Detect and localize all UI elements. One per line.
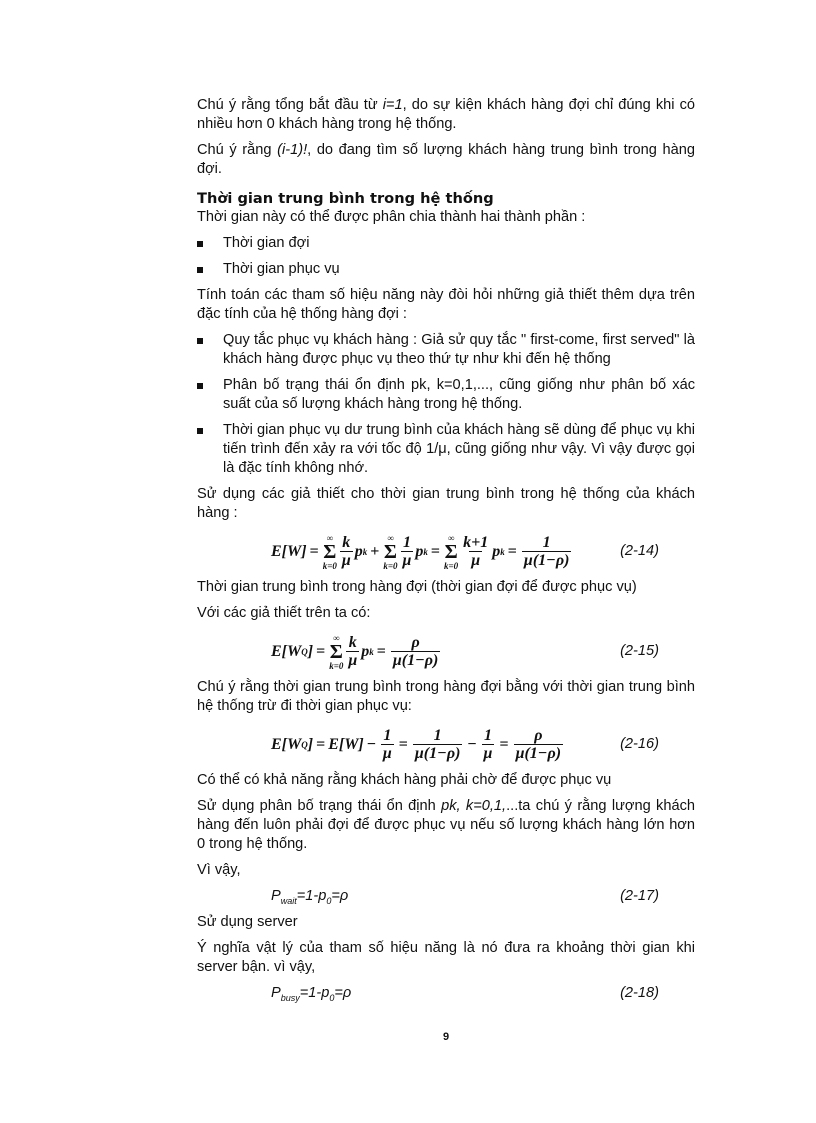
paragraph: Vì vậy, [197,862,241,878]
text: , do đang tìm số lượng khách hàng trung bình trong hàng đợi. [197,142,695,177]
equation-row [197,887,695,909]
list-item [197,260,695,279]
text: Chú ý rằng tổng bắt đầu từ [197,97,383,113]
bullet-icon [197,338,203,344]
list-item [197,234,695,253]
bullet-icon [197,383,203,389]
paragraph: Tính toán các tham số hiệu năng này đòi hỏi những giả thiết thêm dựa trên đặc tính của hệ thống hàng đợi : [197,287,695,322]
list-item-text: Phân bố trạng thái ổn định pk, k=0,1,..., cũng giống như phân bố xác suất của số lượng khách hàng trong hệ thống. [223,377,695,412]
equation-number: (2-14) [620,543,659,559]
paragraph [197,96,695,134]
page-number: 9 [442,1031,450,1043]
paragraph: Thời gian này có thể được phân chia thành hai thành phần : [197,209,586,225]
paragraph: Chú ý rằng thời gian trung bình trong hàng đợi bằng với thời gian trung bình hệ thống trừ đi thời gian phục vụ: [197,679,695,714]
paragraph: Có thể có khả năng rằng khách hàng phải chờ để được phục vụ [197,772,612,788]
paragraph [197,797,695,854]
equation-2-14: E[W] = ∞ Σ k=0 $\frac{k}{\mu}$ p k + ∞ Σ k=0 $\frac{1}{\mu}$ p k = ∞ Σ k=0 $\frac{k+1}{\mu}$ p k = $\frac{1}{\mu(1-\rho)}$ [271,533,570,571]
bullet-icon [197,267,203,273]
text: , do sự kiện khách hàng đợi chỉ đúng khi có nhiều hơn 0 khách hàng trong hệ thống. [197,97,695,132]
section-heading: Thời gian trung bình trong hệ thống [197,190,494,207]
equation-number: (2-18) [620,985,659,1001]
paragraph [197,141,695,179]
equation-number: (2-16) [620,736,659,752]
list-item [197,376,695,414]
equation-row [197,984,695,1006]
list-item-text: Quy tắc phục vụ khách hàng : Giả sử quy tắc " first-come, first served" là khách hàng được phục vụ theo thứ tự như khi đến hệ thống [223,332,695,367]
bullet-icon [197,428,203,434]
equation-number: (2-15) [620,643,659,659]
paragraph: Với các giả thiết trên ta có: [197,605,371,621]
equation-2-17: $P_{wait}=1-p_0=\rho$ [271,888,349,906]
equation-number: (2-17) [620,888,659,904]
equation-2-18: $P_{busy}=1-p_0=\rho$ [271,985,352,1003]
inline-math: i=1 [382,97,403,113]
equation-2-15: E[W Q ] = ∞ Σ k=0 $\frac{k}{\mu}$ p k = $\frac{\rho}{\mu(1-\rho)}$ [271,633,439,671]
text: Sử dụng phân bố trạng thái ổn định [197,798,442,814]
inline-math: (i-1)! [277,142,308,158]
bullet-icon [197,241,203,247]
list-item-text: Thời gian phục vụ dư trung bình của khách hàng sẽ dùng để phục vụ khi tiến trình đến xảy ra với tốc độ 1/μ, cũng giống như vậy. Vì vậy được gọi là đặc tính không nhớ. [223,422,695,476]
text: Chú ý rằng [197,142,278,158]
list-item-text: Thời gian phục vụ [223,261,340,277]
equation-row [197,723,695,767]
list-item [197,421,695,478]
paragraph: Ý nghĩa vật lý của tham số hiệu năng là nó đưa ra khoảng thời gian khi server bận. vì vậy, [197,940,695,975]
bullet-list [197,234,695,279]
paragraph: Sử dụng server [197,914,298,930]
text: ...ta chú ý rằng lượng khách hàng đến luôn phải đợi để được phục vụ nếu số lượng khách hàng lớn hơn 0 trong hệ thống. [197,798,695,852]
paragraph: Thời gian trung bình trong hàng đợi (thời gian đợi để được phục vụ) [197,579,637,595]
list-item [197,331,695,369]
list-item-text: Thời gian đợi [223,235,310,251]
equation-2-16: E[W Q ] = E[W] − $\frac{1}{\mu}$ = $\frac{1}{\mu(1-\rho)}$ − $\frac{1}{\mu}$ = $\frac{\rho}{\mu(1-\rho)}$ [271,727,562,762]
equation-row [197,530,695,574]
equation-row [197,630,695,674]
document-page [197,96,695,1043]
inline-math: pk, k=0,1, [441,798,507,814]
bullet-list [197,331,695,478]
paragraph: Sử dụng các giả thiết cho thời gian trung bình trong hệ thống của khách hàng : [197,486,695,521]
